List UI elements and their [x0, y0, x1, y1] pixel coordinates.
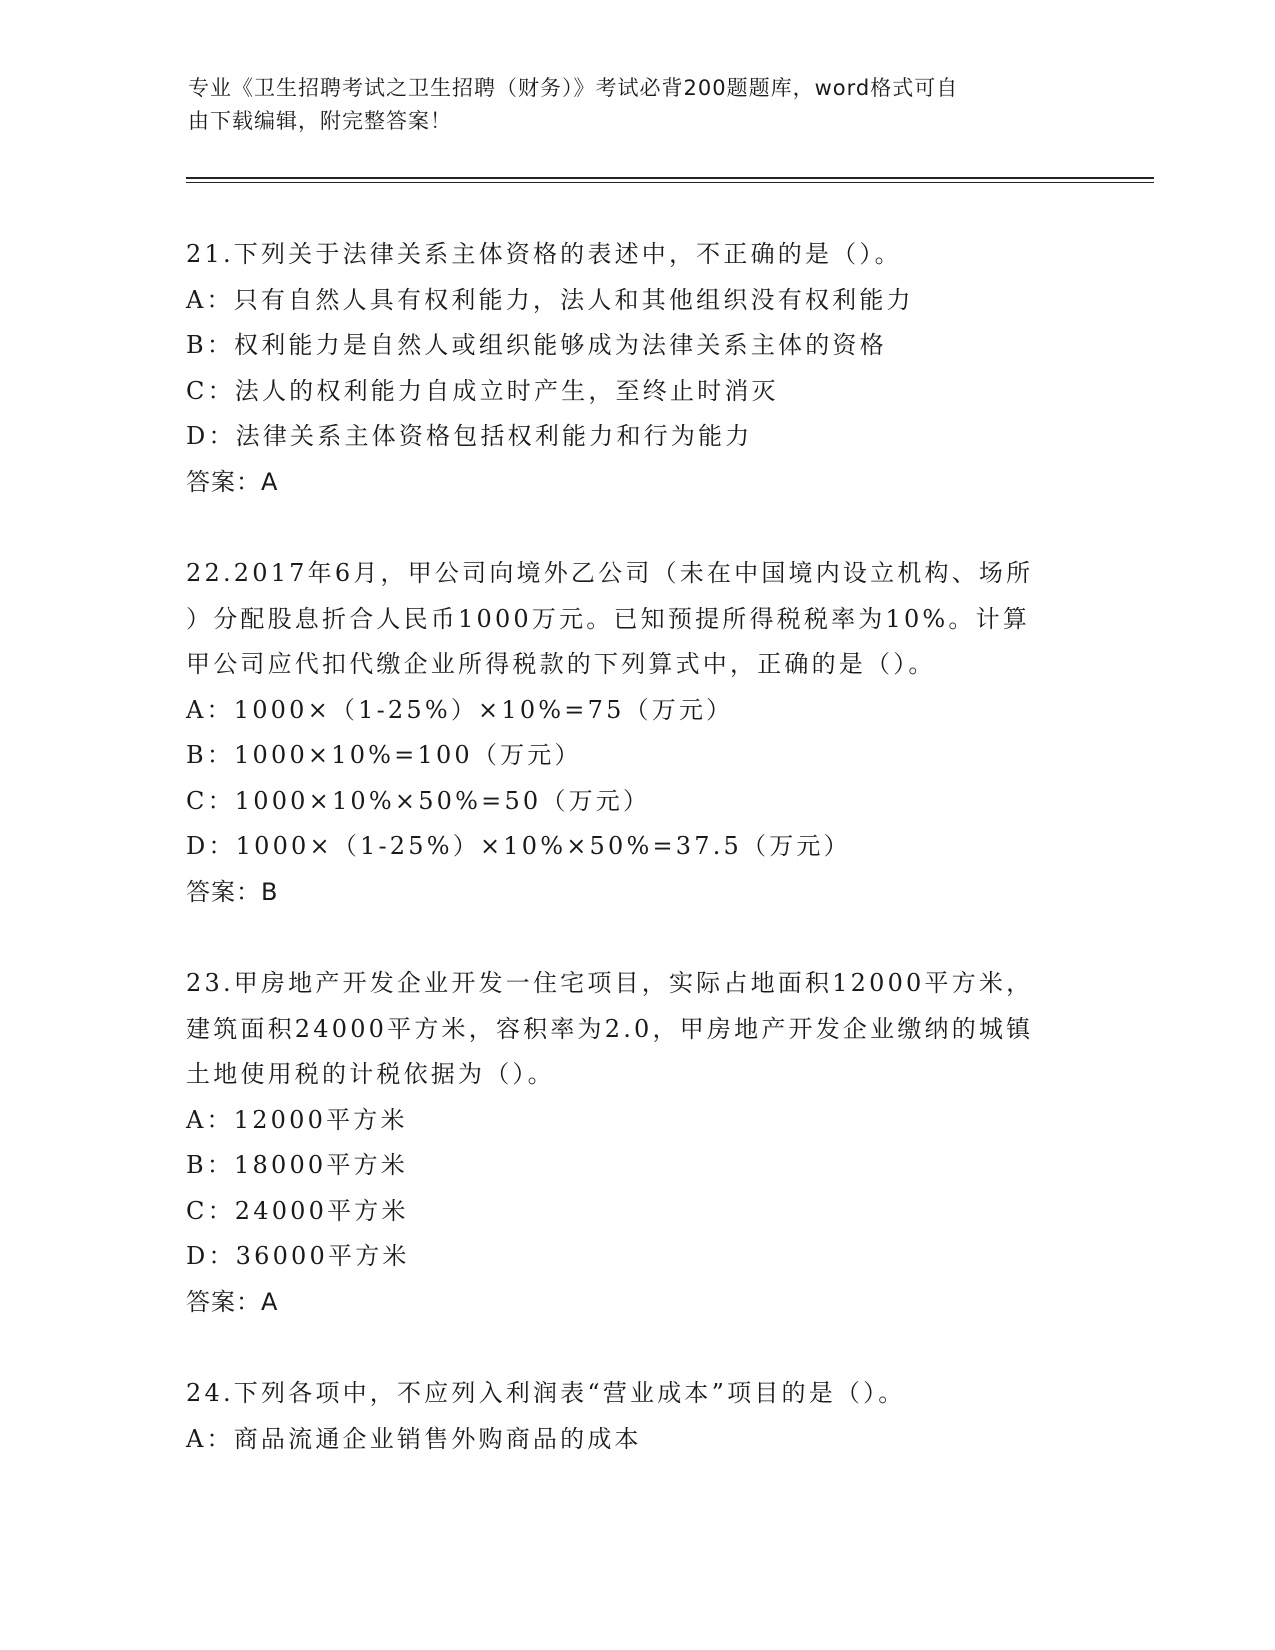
header-divider-thick	[186, 177, 1154, 179]
answer-option: D：法律关系主体资格包括权利能力和行为能力	[186, 422, 753, 450]
question-stem-line: ）分配股息折合人民币1000万元。已知预提所得税税率为10%。计算	[186, 604, 1031, 633]
question-item	[186, 961, 1086, 1325]
question-stem	[186, 1371, 1086, 1417]
question-stem	[186, 961, 1086, 1098]
question-stem-line: 23.甲房地产开发企业开发一住宅项目，实际占地面积12000平方米，	[186, 969, 1034, 997]
document-header	[188, 72, 1068, 138]
header-title-line-2: 由下载编辑，附完整答案！	[188, 109, 452, 133]
header-title-line-1: 专业《卫生招聘考试之卫生招聘（财务）》考试必背200题题库，word格式可自	[188, 76, 959, 100]
answer-option: C：1000×10%×50%=50（万元）	[186, 786, 651, 815]
answer-option: C：24000平方米	[186, 1196, 409, 1225]
correct-answer: 答案：A	[186, 1287, 279, 1316]
answer-option: A：只有自然人具有权利能力，法人和其他组织没有权利能力	[186, 285, 914, 314]
answer-option: B：18000平方米	[186, 1151, 408, 1179]
answer-option: A：商品流通企业销售外购商品的成本	[186, 1424, 642, 1453]
question-stem-line: 土地使用税的计税依据为（）。	[186, 1060, 555, 1088]
correct-answer: 答案：B	[186, 877, 279, 906]
question-stem-line: 建筑面积24000平方米，容积率为2.0，甲房地产开发企业缴纳的城镇	[186, 1014, 1034, 1043]
question-item	[186, 232, 1086, 505]
answer-option: C：法人的权利能力自成立时产生，至终止时消灭	[186, 376, 779, 405]
question-item	[186, 1371, 1086, 1462]
question-stem-line: 24.下列各项中，不应列入利润表“营业成本”项目的是（）。	[186, 1379, 906, 1407]
header-divider-thin	[186, 182, 1154, 183]
answer-option: D：1000×（1-25%）×10%×50%=37.5（万元）	[186, 832, 851, 860]
answer-option: B：1000×10%=100（万元）	[186, 741, 582, 769]
answer-option: B：权利能力是自然人或组织能够成为法律关系主体的资格	[186, 331, 887, 359]
question-stem-line: 22.2017年6月，甲公司向境外乙公司（未在中国境内设立机构、场所	[186, 559, 1034, 587]
question-list	[186, 232, 1086, 1508]
answer-option: A：12000平方米	[186, 1105, 408, 1134]
question-stem	[186, 551, 1086, 688]
correct-answer: 答案：A	[186, 467, 279, 496]
question-stem	[186, 232, 1086, 278]
question-item	[186, 551, 1086, 915]
question-stem-line: 21.下列关于法律关系主体资格的表述中，不正确的是（）。	[186, 240, 902, 268]
answer-option: D：36000平方米	[186, 1242, 410, 1270]
question-stem-line: 甲公司应代扣代缴企业所得税款的下列算式中，正确的是（）。	[186, 650, 936, 678]
answer-option: A：1000×（1-25%）×10%=75（万元）	[186, 695, 734, 724]
